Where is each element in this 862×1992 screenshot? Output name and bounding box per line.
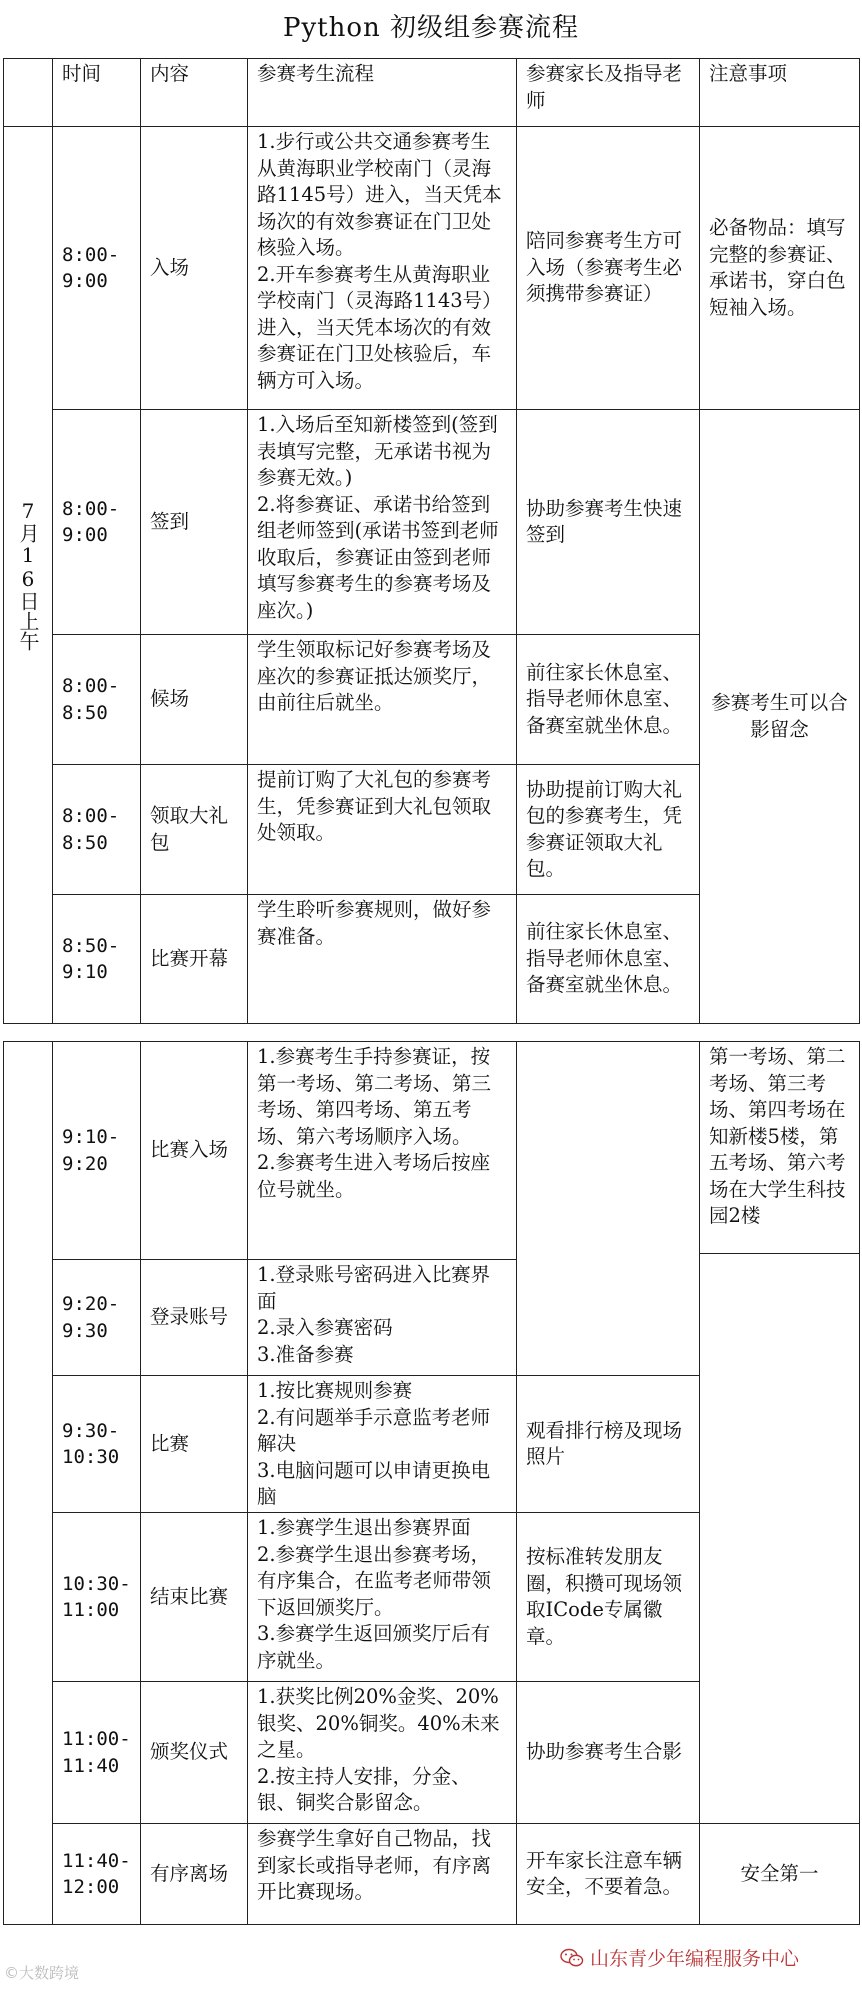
student-flow-cell-text: 1.获奖比例20%金奖、20%银奖、20%铜奖。40%未来之星。 2.按主持人安排，分金、银、铜奖合影留念。 (257, 1685, 500, 1814)
content-cell (140, 894, 248, 1024)
note-photo-text: 参赛考生可以合影留念 (711, 691, 848, 741)
note-rooms-text: 第一考场、第二考场、第三考场、第四考场在知新楼5楼，第五考场、第六考场在大学生科技园2楼 (709, 1045, 846, 1227)
content-cell-text: 候场 (150, 687, 190, 711)
note-safety (699, 1823, 860, 1925)
content-cell-text: 签到 (150, 509, 190, 533)
header-parent-flow (516, 58, 700, 127)
page-title: Python 初级组参赛流程 (282, 13, 580, 43)
parent-flow-cell (516, 126, 700, 410)
date-label-text: 7月16日上午 (16, 499, 40, 651)
content-cell-text: 入场 (150, 255, 190, 279)
parent-flow-cell (516, 1512, 700, 1682)
parent-flow-cell-text: 前往家长休息室、指导老师休息室、备赛室就坐休息。 (526, 920, 683, 997)
student-flow-cell-text: 1.参赛学生退出参赛界面 2.参赛学生退出参赛考场，有序集合，在监考老师带领下返回颁奖厅。 3.参赛学生返回颁奖厅后有序就坐。 (257, 1516, 492, 1672)
content-cell (140, 1259, 248, 1376)
time-cell-text: 11:40- 12:00 (62, 1849, 131, 1898)
time-cell-text: 8:00- 9:00 (62, 243, 120, 292)
parent-flow-cell (516, 1823, 700, 1925)
content-cell (140, 126, 248, 410)
content-cell-text: 领取大礼包 (150, 804, 229, 854)
note-entry-text: 必备物品：填写完整的参赛证、承诺书，穿白色短袖入场。 (709, 216, 846, 319)
content-cell (140, 1681, 248, 1824)
student-flow-cell-text: 1.参赛考生手持参赛证，按第一考场、第二考场、第三考场、第四考场、第五考场、第六考场顺序入场。 2.参赛考生进入考场后按座位号就坐。 (257, 1045, 492, 1201)
header-parent-flow-text: 参赛家长及指导老师 (526, 62, 683, 112)
note-rooms (699, 1041, 860, 1254)
parent-flow-cell (516, 1041, 700, 1376)
time-cell-text: 9:30- 10:30 (62, 1419, 120, 1468)
content-cell (140, 634, 248, 765)
wechat-icon (560, 1948, 584, 1968)
content-cell (140, 1375, 248, 1513)
content-cell-text: 比赛 (150, 1431, 190, 1455)
time-cell-text: 8:00- 9:00 (62, 497, 120, 546)
content-cell-text: 比赛开幕 (150, 946, 229, 970)
time-cell-text: 8:00- 8:50 (62, 805, 120, 854)
time-cell (52, 1375, 141, 1513)
time-cell-text: 9:20- 9:30 (62, 1293, 120, 1342)
student-flow-cell (247, 634, 517, 765)
content-cell-text: 比赛入场 (150, 1138, 229, 1162)
time-cell (52, 764, 141, 895)
header-time-text: 时间 (62, 62, 102, 85)
parent-flow-cell-text: 协助提前订购大礼包的参赛考生，凭参赛证领取大礼包。 (526, 777, 683, 880)
watermark-left: ©大数跨境 (4, 1964, 80, 1982)
content-cell (140, 1041, 248, 1260)
time-cell (52, 894, 141, 1024)
content-cell-text: 颁奖仪式 (150, 1740, 229, 1764)
header-content-text: 内容 (150, 62, 190, 85)
student-flow-cell (247, 409, 517, 635)
student-flow-cell-text: 1.入场后至知新楼签到(签到表填写完整，无承诺书视为参赛无效。) 2.将参赛证、承诺书给签到组老师签到(承诺书签到老师收取后，参赛证由签到老师填写参赛考生的参赛考场及座次。) (257, 413, 499, 622)
header-content (140, 58, 248, 127)
content-cell (140, 1823, 248, 1925)
time-cell (52, 1041, 141, 1260)
parent-flow-cell-text: 开车家长注意车辆安全，不要着急。 (526, 1848, 683, 1898)
time-cell (52, 1823, 141, 1925)
time-cell (52, 126, 141, 410)
note-photo (699, 409, 860, 1024)
content-cell (140, 1512, 248, 1682)
student-flow-cell-text: 参赛学生拿好自己物品，找到家长或指导老师，有序离开比赛现场。 (257, 1827, 492, 1903)
student-flow-cell-text: 学生领取标记好参赛考场及座次的参赛证抵达颁奖厅，由前往后就坐。 (257, 638, 492, 714)
time-cell (52, 1259, 141, 1376)
parent-flow-cell-text: 按标准转发朋友圈，积攒可现场领取ICode专属徽章。 (526, 1545, 683, 1648)
time-cell-text: 9:10- 9:20 (62, 1126, 120, 1175)
student-flow-cell (247, 1681, 517, 1824)
student-flow-cell-text: 1.步行或公共交通参赛考生从黄海职业学校南门（灵海路1145号）进入，当天凭本场次的有效参赛证在门卫处核验入场。 2.开车参赛考生从黄海职业学校南门（灵海路1143号）进入，当天凭本场次的有效参赛证在门卫处核验后，车辆方可入场。 (257, 130, 502, 392)
header-student-flow (247, 58, 517, 127)
watermark-right (560, 1944, 799, 1971)
note-entry (699, 126, 860, 410)
student-flow-cell (247, 764, 517, 895)
time-cell (52, 1512, 141, 1682)
header-time (52, 58, 141, 127)
date-label (3, 126, 53, 1024)
time-cell (52, 1681, 141, 1824)
parent-flow-cell (516, 1375, 700, 1513)
content-cell (140, 409, 248, 635)
parent-flow-cell (516, 894, 700, 1024)
student-flow-cell (247, 1259, 517, 1376)
date-label-blank (3, 1041, 53, 1925)
parent-flow-cell (516, 634, 700, 765)
time-cell-text: 11:00- 11:40 (62, 1728, 131, 1777)
time-cell-text: 8:00- 8:50 (62, 675, 120, 724)
student-flow-cell-text: 1.登录账号密码进入比赛界面 2.录入参赛密码 3.准备参赛 (257, 1263, 491, 1366)
student-flow-cell (247, 1041, 517, 1260)
parent-flow-cell (516, 1681, 700, 1824)
student-flow-cell (247, 1823, 517, 1925)
parent-flow-cell-text: 前往家长休息室、指导老师休息室、备赛室就坐休息。 (526, 660, 683, 737)
student-flow-cell (247, 894, 517, 1024)
content-cell-text: 登录账号 (150, 1305, 229, 1329)
content-cell (140, 764, 248, 895)
student-flow-cell-text: 1.按比赛规则参赛 2.有问题举手示意监考老师解决 3.电脑问题可以申请更换电脑 (257, 1379, 491, 1508)
watermark-right-text: 山东青少年编程服务中心 (590, 1948, 800, 1970)
parent-flow-cell-text: 观看排行榜及现场照片 (526, 1418, 683, 1468)
student-flow-cell-text: 学生聆听参赛规则，做好参赛准备。 (257, 898, 492, 948)
parent-flow-cell (516, 764, 700, 895)
content-cell-text: 有序离场 (150, 1861, 229, 1885)
student-flow-cell-text: 提前订购了大礼包的参赛考生，凭参赛证到大礼包领取处领取。 (257, 768, 492, 844)
note-blank (699, 1253, 860, 1824)
time-cell-text: 10:30- 11:00 (62, 1572, 131, 1621)
parent-flow-cell-text: 协助参赛考生快速签到 (526, 496, 683, 546)
header-notes-text: 注意事项 (709, 62, 788, 85)
header-blank (3, 58, 53, 127)
student-flow-cell (247, 1512, 517, 1682)
student-flow-cell (247, 126, 517, 410)
parent-flow-cell (516, 409, 700, 635)
student-flow-cell (247, 1375, 517, 1513)
time-cell-text: 8:50- 9:10 (62, 934, 120, 983)
content-cell-text: 结束比赛 (150, 1584, 229, 1608)
note-safety-text: 安全第一 (740, 1861, 819, 1885)
time-cell (52, 409, 141, 635)
header-notes (699, 58, 860, 127)
parent-flow-cell-text: 陪同参赛考生方可入场（参赛考生必须携带参赛证） (526, 229, 683, 306)
time-cell (52, 634, 141, 765)
header-student-flow-text: 参赛考生流程 (257, 62, 375, 85)
parent-flow-cell-text: 协助参赛考生合影 (526, 1740, 683, 1764)
